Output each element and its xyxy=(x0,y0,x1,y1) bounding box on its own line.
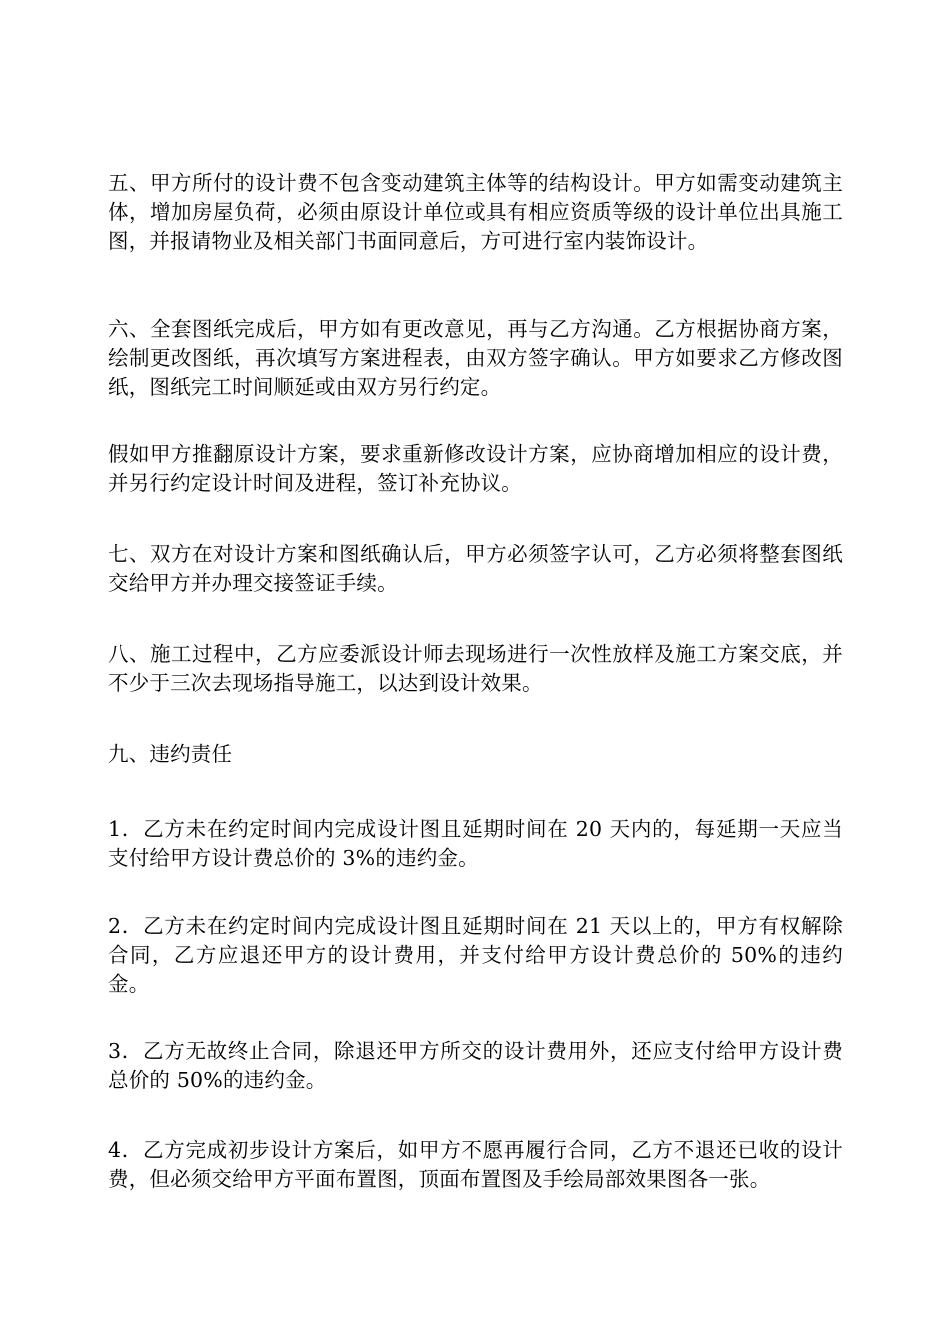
clause-5-paragraph: 五、甲方所付的设计费不包含变动建筑主体等的结构设计。甲方如需变动建筑主体，增加房屋负荷，必须由原设计单位或具有相应资质等级的设计单位出具施工图，并报请物业及相关部门书面同意后，方可进行室内装饰设计。 xyxy=(108,171,843,253)
penalty-item-4: 4．乙方完成初步设计方案后，如甲方不愿再履行合同，乙方不退还已收的设计费，但必须交给甲方平面布置图，顶面布置图及手绘局部效果图各一张。 xyxy=(108,1138,843,1191)
penalty-item-1: 1．乙方未在约定时间内完成设计图且延期时间在 20 天内的，每延期一天应当支付给甲方设计费总价的 3%的违约金。 xyxy=(108,817,843,870)
clause-8-paragraph: 八、施工过程中，乙方应委派设计师去现场进行一次性放样及施工方案交底，并不少于三次去现场指导施工，以达到设计效果。 xyxy=(108,642,843,695)
penalty-item-2: 2．乙方未在约定时间内完成设计图且延期时间在 21 天以上的，甲方有权解除合同，乙方应退还甲方的设计费用，并支付给甲方设计费总价的 50%的违约金。 xyxy=(108,914,843,996)
clause-7-paragraph: 七、双方在对设计方案和图纸确认后，甲方必须签字认可，乙方必须将整套图纸交给甲方并办理交接签证手续。 xyxy=(108,542,843,595)
redesign-paragraph: 假如甲方推翻原设计方案，要求重新修改设计方案，应协商增加相应的设计费，并另行约定设计时间及进程，签订补充协议。 xyxy=(108,442,843,495)
clause-6-paragraph: 六、全套图纸完成后，甲方如有更改意见，再与乙方沟通。乙方根据协商方案，绘制更改图纸，再次填写方案进程表，由双方签字确认。甲方如要求乙方修改图纸，图纸完工时间顺延或由双方另行约定。 xyxy=(108,317,843,399)
clause-9-heading: 九、违约责任 xyxy=(108,742,233,766)
penalty-item-3: 3．乙方无故终止合同，除退还甲方所交的设计费用外，还应支付给甲方设计费总价的 50%的违约金。 xyxy=(108,1039,843,1092)
